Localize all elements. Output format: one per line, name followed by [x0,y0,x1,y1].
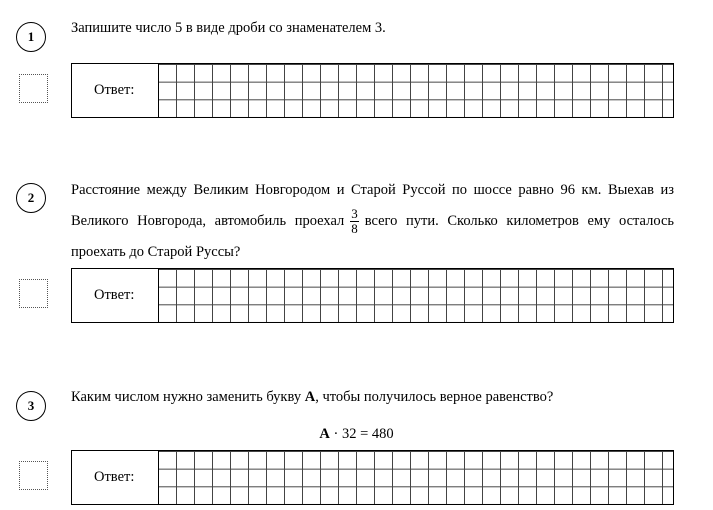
task-text-2-part2: всего пути. Сколько километров ему осталось проехать до Старой Руссы? [71,213,674,260]
task-text-2-part1: Расстояние между Великим Новгородом и Старой Руссой по шоссе равно 96 км. Выехав из Великого Новгорода, автомобиль проехал [71,182,674,229]
check-box-3 [19,461,48,490]
task-number-1: 1 [16,22,46,52]
check-box-1 [19,74,48,103]
answer-grid[interactable] [159,269,673,322]
answer-box-1[interactable] [71,63,674,118]
task-text-1: Запишите число 5 в виде дроби со знаменателем 3. [71,20,386,36]
task-text-3 [71,388,674,406]
equation-letter: А [319,426,330,442]
answer-label: Ответ: [72,269,159,322]
task-text-3-part2: , чтобы получилось верное равенство? [315,389,554,405]
task-number-2: 2 [16,183,46,213]
task-text-3-part1: Каким числом нужно заменить букву [71,389,302,405]
task-number-3: 3 [16,391,46,421]
equation-rest: · 32 = 480 [333,426,394,442]
task-text-3-letter: А [304,389,316,405]
fraction-numerator: 3 [351,206,358,222]
task-text-2 [71,175,674,268]
equation [0,426,713,443]
fraction-denominator: 8 [351,221,358,237]
check-box-2 [19,279,48,308]
answer-label: Ответ: [72,64,159,117]
answer-box-3[interactable] [71,450,674,505]
answer-box-2[interactable] [71,268,674,323]
answer-grid[interactable] [159,451,673,504]
fraction [350,207,359,236]
answer-label: Ответ: [72,451,159,504]
answer-grid[interactable] [159,64,673,117]
